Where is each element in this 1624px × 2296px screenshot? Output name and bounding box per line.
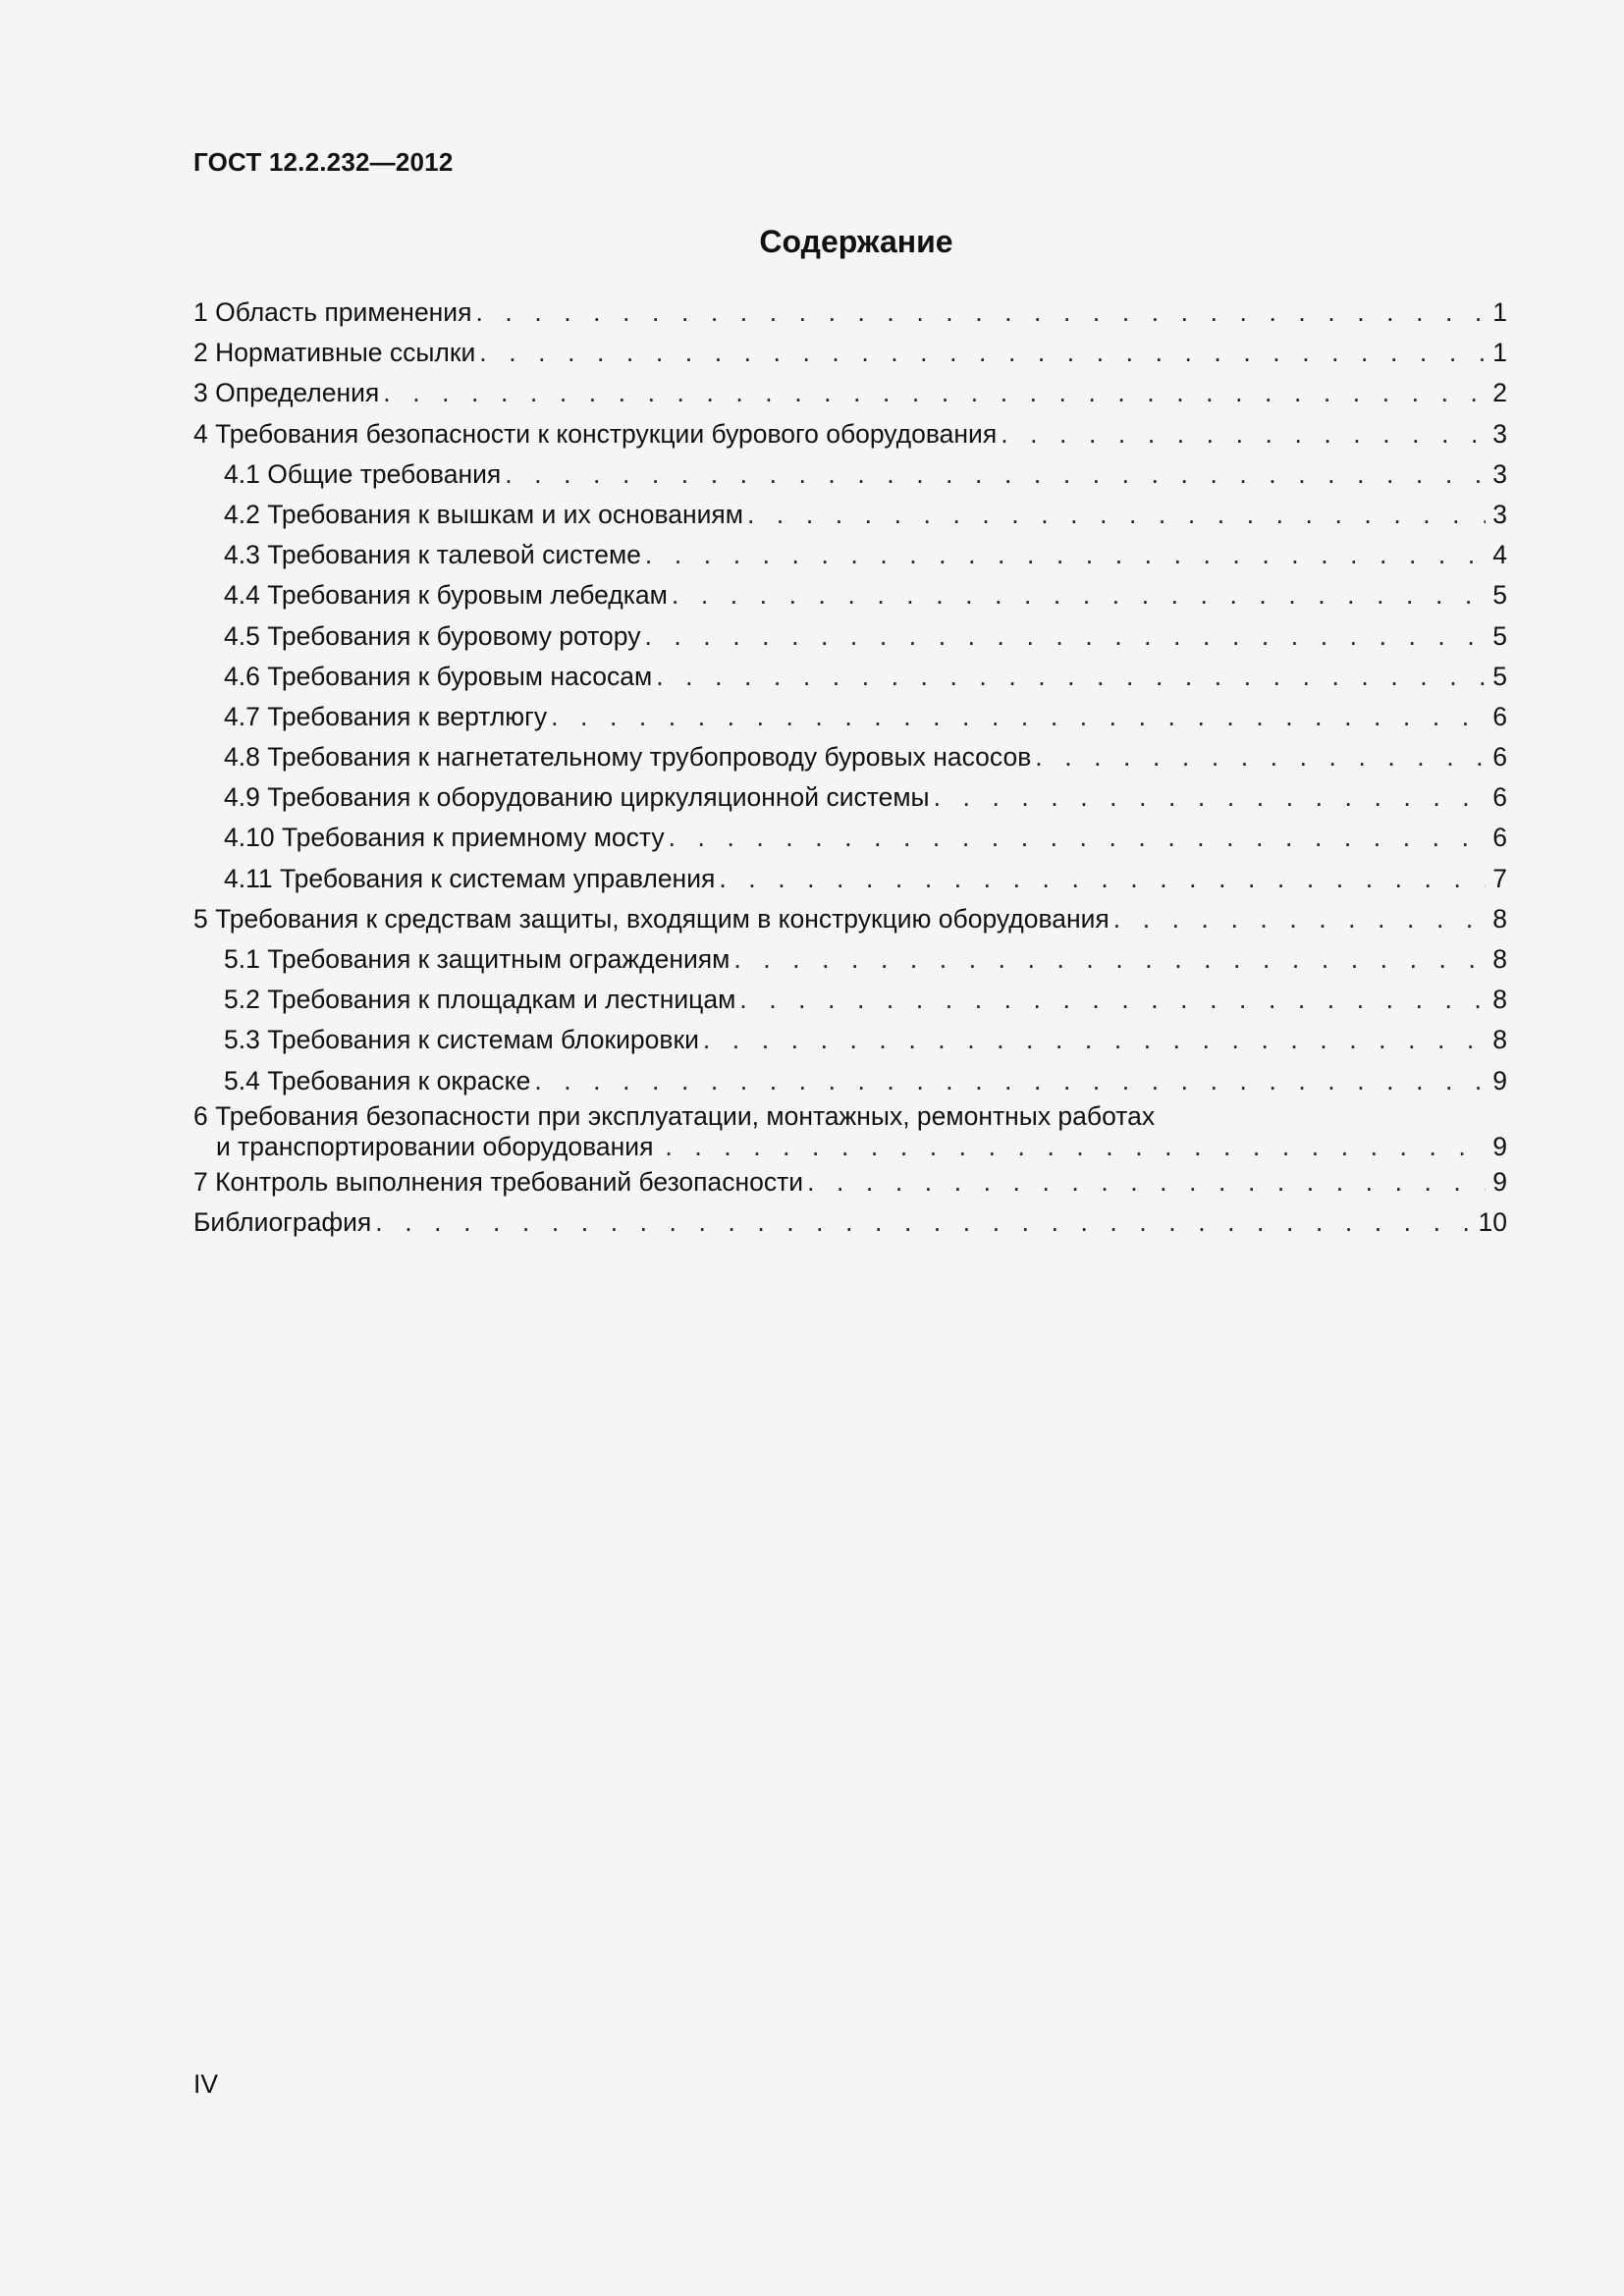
document-id: ГОСТ 12.2.232—2012: [193, 147, 454, 177]
toc-item-label: 4.4 Требования к буровым лебедкам: [224, 580, 668, 611]
dot-leader: [644, 616, 1486, 657]
toc-item-label: 4.6 Требования к буровым насосам: [224, 661, 653, 691]
toc-item-label: 3 Определения: [193, 378, 380, 408]
toc-item[interactable]: [193, 777, 1507, 818]
toc-item-page: 3: [1492, 499, 1507, 529]
toc-item[interactable]: [193, 1061, 1507, 1101]
toc-item-label: 1 Область применения: [193, 297, 472, 327]
toc-item-label: 4 Требования безопасности к конструкции бурового оборудования: [193, 418, 998, 449]
dot-leader: [1113, 899, 1486, 939]
toc-item[interactable]: [193, 859, 1507, 899]
toc-item-page: 8: [1492, 1025, 1507, 1055]
toc-item[interactable]: [193, 373, 1507, 413]
toc-item-page: 5: [1492, 580, 1507, 611]
toc-item-page: 8: [1492, 985, 1507, 1015]
toc-item-page: 8: [1492, 944, 1507, 974]
dot-leader: [1035, 737, 1486, 777]
toc-item-label: Библиография: [193, 1206, 372, 1237]
toc-item-page: 5: [1492, 620, 1507, 651]
toc-item-label: 4.5 Требования к буровому ротору: [224, 620, 641, 651]
toc-item[interactable]: [193, 697, 1507, 737]
toc-item[interactable]: [193, 1020, 1507, 1060]
toc-item-page: 1: [1492, 338, 1507, 368]
toc-item-6-line1: 6 Требования безопасности при эксплуатации, монтажных, ремонтных работах: [193, 1100, 1156, 1131]
dot-leader: [645, 535, 1486, 575]
dot-leader: [383, 373, 1486, 413]
dot-leader: [733, 939, 1486, 980]
toc-item-bibliography[interactable]: [193, 1202, 1507, 1243]
toc-item[interactable]: [193, 495, 1507, 535]
toc-item-page: 9: [1492, 1166, 1507, 1197]
toc-item[interactable]: [193, 657, 1507, 697]
page-number: IV: [193, 2069, 219, 2099]
toc-item[interactable]: [193, 575, 1507, 615]
toc-item-page: 10: [1478, 1206, 1507, 1237]
toc-item-page: 5: [1492, 661, 1507, 691]
toc-items: [193, 293, 1507, 1101]
dot-leader: [665, 1132, 1486, 1162]
toc-item-page: 4: [1492, 540, 1507, 570]
toc-item-page: 1: [1492, 297, 1507, 327]
toc-item-label: 4.2 Требования к вышкам и их основаниям: [224, 499, 743, 529]
toc-item-label: 7 Контроль выполнения требований безопасности: [193, 1166, 804, 1197]
dot-leader: [656, 657, 1486, 697]
toc-item-label: 4.8 Требования к нагнетательному трубопроводу буровых насосов: [224, 742, 1032, 773]
dot-leader: [375, 1202, 1474, 1243]
toc-item[interactable]: [193, 333, 1507, 373]
toc-item[interactable]: [193, 980, 1507, 1020]
toc-item-page: 3: [1492, 418, 1507, 449]
toc-item-page: 2: [1492, 378, 1507, 408]
dot-leader: [1001, 414, 1486, 454]
toc-item-page: 6: [1492, 823, 1507, 853]
toc-item-label: 5.3 Требования к системам блокировки: [224, 1025, 699, 1055]
dot-leader: [551, 697, 1486, 737]
dot-leader: [479, 333, 1486, 373]
toc-item-label: 4.7 Требования к вертлюгу: [224, 701, 548, 731]
toc-item[interactable]: [193, 293, 1507, 333]
toc-item[interactable]: [193, 737, 1507, 777]
toc-title: Содержание: [759, 224, 953, 259]
dot-leader: [747, 495, 1486, 535]
dot-leader: [534, 1061, 1486, 1101]
dot-leader: [807, 1162, 1486, 1202]
toc-item-label: 4.3 Требования к талевой системе: [224, 540, 641, 570]
toc-item-page: 7: [1492, 863, 1507, 893]
toc-item-label: 4.11 Требования к системам управления: [224, 863, 716, 893]
toc-item-6-line2: и транспортировании оборудования: [216, 1131, 654, 1161]
toc-item-label: 4.9 Требования к оборудованию циркуляционной системы: [224, 782, 930, 813]
toc-item-label: 4.10 Требования к приемному мосту: [224, 823, 665, 853]
dot-leader: [719, 859, 1486, 899]
toc-item-page: 9: [1492, 1065, 1507, 1095]
toc-item-page: 8: [1492, 903, 1507, 934]
table-of-contents: [193, 293, 1507, 1243]
toc-item-6-page: 9: [1492, 1131, 1507, 1161]
toc-item-label: 4.1 Общие требования: [224, 458, 502, 489]
toc-item-6[interactable]: [193, 1101, 1507, 1162]
dot-leader: [505, 454, 1486, 495]
toc-item-page: 6: [1492, 782, 1507, 813]
toc-item[interactable]: [193, 899, 1507, 939]
dot-leader: [669, 818, 1486, 858]
toc-item[interactable]: [193, 818, 1507, 858]
toc-item[interactable]: [193, 535, 1507, 575]
toc-item-page: 3: [1492, 458, 1507, 489]
toc-item[interactable]: [193, 939, 1507, 980]
dot-leader: [739, 980, 1486, 1020]
dot-leader: [672, 575, 1486, 615]
toc-item[interactable]: [193, 616, 1507, 657]
toc-item-label: 5.1 Требования к защитным ограждениям: [224, 944, 731, 974]
dot-leader: [934, 777, 1486, 818]
toc-item-7[interactable]: [193, 1162, 1507, 1202]
toc-item[interactable]: [193, 454, 1507, 495]
toc-item-label: 5.4 Требования к окраске: [224, 1065, 531, 1095]
toc-item-label: 5 Требования к средствам защиты, входящим в конструкцию оборудования: [193, 903, 1110, 934]
dot-leader: [703, 1020, 1486, 1060]
toc-item-page: 6: [1492, 701, 1507, 731]
toc-item-page: 6: [1492, 742, 1507, 773]
toc-item-label: 2 Нормативные ссылки: [193, 338, 476, 368]
dot-leader: [475, 293, 1486, 333]
toc-item-label: 5.2 Требования к площадкам и лестницам: [224, 985, 736, 1015]
toc-item[interactable]: [193, 414, 1507, 454]
